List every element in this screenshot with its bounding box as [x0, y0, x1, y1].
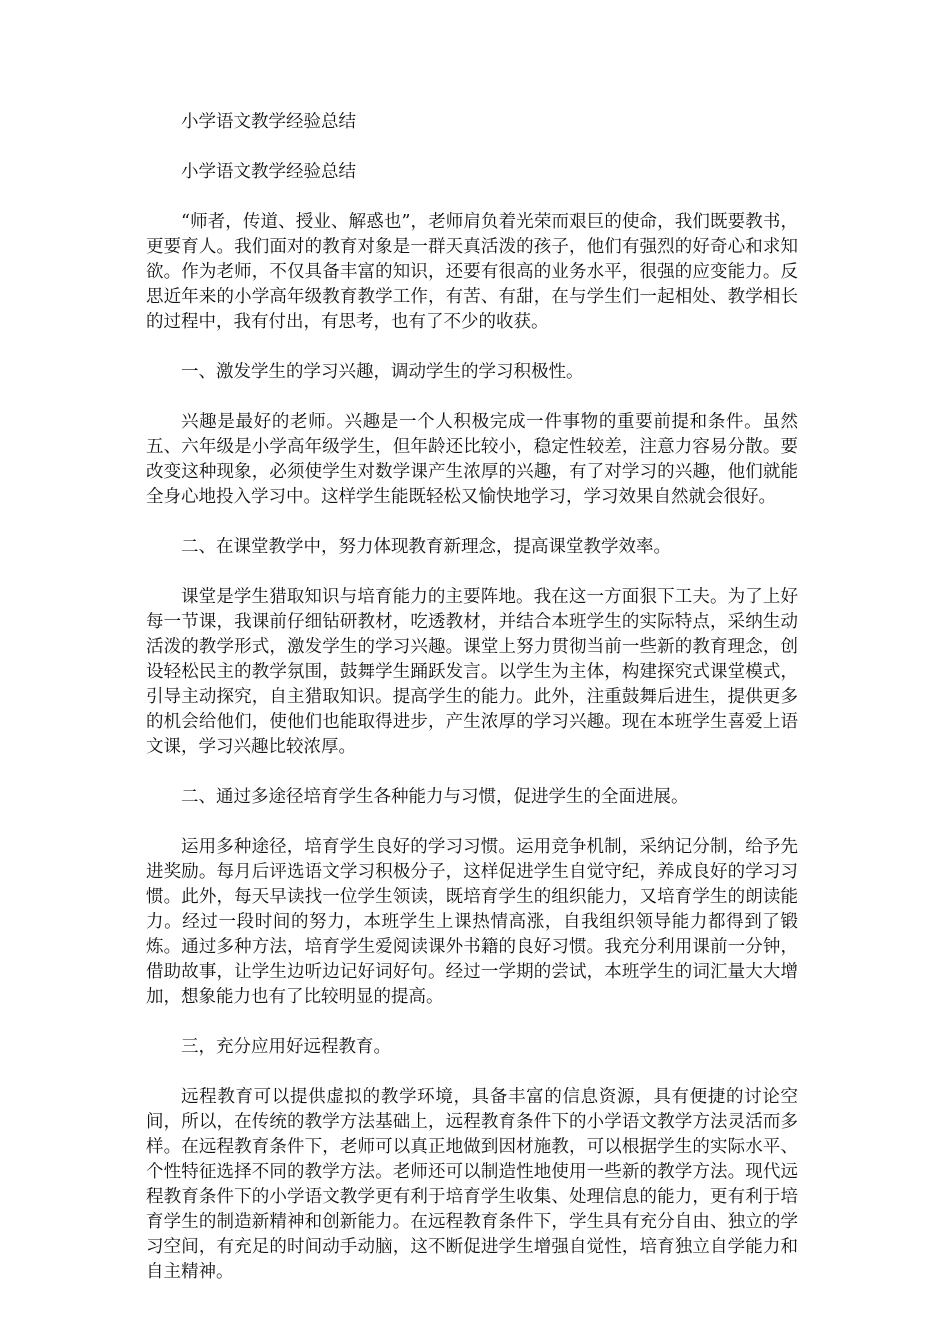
section-heading: 二、在课堂教学中，努力体现教育新理念，提高课堂教学效率。	[181, 537, 671, 557]
section-heading: 二、通过多途径培育学生各种能力与习惯，促进学生的全面进展。	[181, 787, 689, 807]
section-heading: 三，充分应用好远程教育。	[181, 1037, 391, 1057]
intro-paragraph: “师者，传道、授业、解惑也”，老师肩负着光荣而艰巨的使命，我们既要教书，更要育人。我们面对的教育对象是一群天真活泼的孩子，他们有强烈的好奇心和求知欲。作为老师，不仅具备丰富的知识，还要有很高的业务水平，很强的应变能力。反思近年来的小学高年级教育教学工作，有苦、有甜，在与学生们一起相处、教学相长的过程中，我有付出，有思考，也有了不少的收获。	[146, 212, 798, 332]
document-title: 小学语文教学经验总结	[181, 112, 356, 132]
section-paragraph: 兴趣是最好的老师。兴趣是一个人积极完成一件事物的重要前提和条件。虽然五、六年级是小学高年级学生，但年龄还比较小，稳定性较差，注意力容易分散。要改变这种现象，必须使学生对数学课产生浓厚的兴趣，有了对学习的兴趣，他们就能全身心地投入学习中。这样学生能既轻松又愉快地学习，学习效果自然就会很好。	[146, 412, 798, 507]
section-paragraph: 远程教育可以提供虚拟的教学环境，具备丰富的信息资源，具有便捷的讨论空间，所以，在传统的教学方法基础上，远程教育条件下的小学语文教学方法灵活而多样。在远程教育条件下，老师可以真正地做到因材施教，可以根据学生的实际水平、个性特征选择不同的教学方法。老师还可以制造性地使用一些新的教学方法。现代远程教育条件下的小学语文教学更有利于培育学生收集、处理信息的能力，更有利于培育学生的制造新精神和创新能力。在远程教育条件下，学生具有充分自由、独立的学习空间，有充足的时间动手动脑，这不断促进学生增强自觉性，培育独立自学能力和自主精神。	[146, 1087, 798, 1282]
document-body	[146, 110, 798, 1310]
document-subtitle: 小学语文教学经验总结	[181, 162, 356, 182]
section-heading: 一、激发学生的学习兴趣，调动学生的学习积极性。	[181, 362, 584, 382]
section-paragraph: 课堂是学生猎取知识与培育能力的主要阵地。我在这一方面狠下工夫。为了上好每一节课，我课前仔细钻研教材，吃透教材，并结合本班学生的实际特点，采纳生动活泼的教学形式，激发学生的学习兴趣。课堂上努力贯彻当前一些新的教育理念，创设轻松民主的教学氛围，鼓舞学生踊跃发言。以学生为主体，构建探究式课堂模式，引导主动探究，自主猎取知识。提高学生的能力。此外，注重鼓舞后进生，提供更多的机会给他们，使他们也能取得进步，产生浓厚的学习兴趣。现在本班学生喜爱上语文课，学习兴趣比较浓厚。	[146, 587, 798, 757]
section-paragraph: 运用多种途径，培育学生良好的学习习惯。运用竞争机制，采纳记分制，给予先进奖励。每月后评选语文学习积极分子，这样促进学生自觉守纪，养成良好的学习习惯。此外，每天早读找一位学生领读，既培育学生的组织能力，又培育学生的朗读能力。经过一段时间的努力，本班学生上课热情高涨，自我组织领导能力都得到了锻炼。通过多种方法，培育学生爱阅读课外书籍的良好习惯。我充分利用课前一分钟，借助故事，让学生边听边记好词好句。经过一学期的尝试，本班学生的词汇量大大增加，想象能力也有了比较明显的提高。	[146, 837, 798, 1007]
